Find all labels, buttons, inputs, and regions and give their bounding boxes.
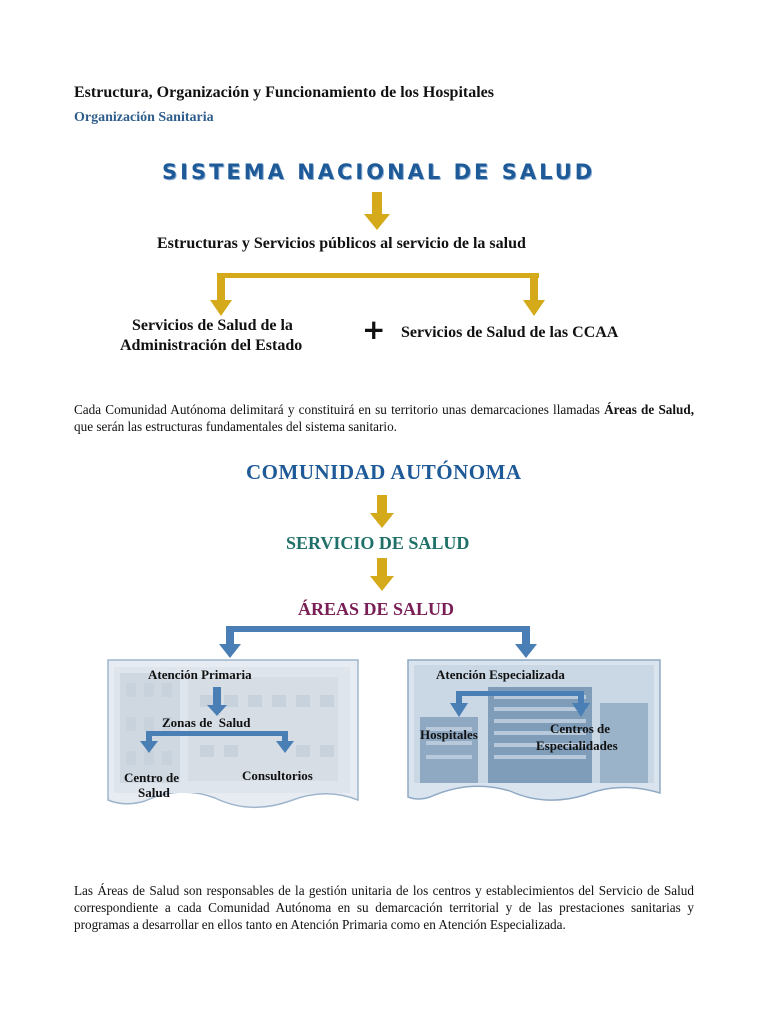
diagram2-level2-label: SERVICIO DE SALUD bbox=[286, 533, 470, 553]
diagram1-right-label: Servicios de Salud de las CCAA bbox=[401, 324, 619, 341]
centro-salud-label-2: Salud bbox=[138, 785, 170, 800]
blue-arrow-left-icon bbox=[219, 644, 241, 658]
gold-arrow-down-icon bbox=[364, 192, 390, 230]
hospitales-label: Hospitales bbox=[420, 727, 478, 742]
paragraph1-rest: que serán las estructuras fundamentales del sistema sanitario. bbox=[74, 419, 397, 434]
diagram1-middle-label: Estructuras y Servicios públicos al servicio de la salud bbox=[157, 235, 526, 252]
diagram2-arrows bbox=[100, 455, 670, 815]
diagram2-level3-label: ÁREAS DE SALUD bbox=[298, 599, 455, 619]
centros-especialidades-label-2: Especialidades bbox=[536, 738, 618, 753]
paragraph1-text: Cada Comunidad Autónoma delimitará y constituirá en su territorio unas demarcaciones llamadas bbox=[74, 402, 605, 417]
gold-arrow-down-2-icon bbox=[370, 558, 394, 591]
gold-arrow-left-icon bbox=[210, 300, 232, 316]
gold-bar-left bbox=[217, 273, 225, 303]
gold-bar-right bbox=[530, 273, 538, 303]
paragraph1-bold: Áreas de Salud, bbox=[604, 402, 695, 417]
centros-especialidades-label-1: Centros de bbox=[550, 721, 611, 736]
zonas-salud-label: Zonas de Salud bbox=[162, 715, 251, 730]
diagram-comunidad-autonoma bbox=[100, 455, 670, 815]
diagram1-plus-sign: + bbox=[362, 313, 386, 346]
section-subtitle: Organización Sanitaria bbox=[74, 110, 214, 125]
blue-bar-right bbox=[522, 626, 530, 646]
gold-arrow-down-1-icon bbox=[370, 495, 394, 528]
paragraph-responsabilidades: Las Áreas de Salud son responsables de la gestión unitaria de los centros y establecimientos del Servicio de Salud correspondiente a cada Comunidad Autónoma en su demarcación territorial y de las prestaciones sanitarias y programas a desarrollar en ellos tanto en Atención Primaria como en Atención Especializada. bbox=[74, 883, 694, 932]
blue-bar-zonas-split bbox=[146, 731, 288, 736]
gold-bar-horizontal bbox=[217, 273, 539, 278]
consultorios-label: Consultorios bbox=[242, 768, 313, 783]
diagram2-level1-label: COMUNIDAD AUTÓNOMA bbox=[246, 460, 522, 484]
specialized-care-heading: Atención Especializada bbox=[436, 667, 565, 682]
diagram1-left-label-1: Servicios de Salud de la bbox=[132, 317, 293, 334]
diagram1-left-label-2: Administración del Estado bbox=[120, 337, 303, 354]
blue-arrow-right-icon bbox=[515, 644, 537, 658]
blue-bar-left bbox=[226, 626, 234, 646]
gold-arrow-right-icon bbox=[523, 300, 545, 316]
paragraph-areas-salud bbox=[74, 401, 694, 435]
diagram-sistema-nacional bbox=[100, 150, 680, 370]
primary-care-heading: Atención Primaria bbox=[148, 667, 252, 682]
diagram1-top-label: SISTEMA NACIONAL DE SALUD bbox=[162, 160, 596, 184]
blue-bar-horizontal bbox=[226, 626, 530, 632]
blue-bar-especializada-split bbox=[456, 691, 584, 696]
centro-salud-label-1: Centro de bbox=[124, 770, 180, 785]
document-title: Estructura, Organización y Funcionamiento de los Hospitales bbox=[74, 84, 494, 101]
